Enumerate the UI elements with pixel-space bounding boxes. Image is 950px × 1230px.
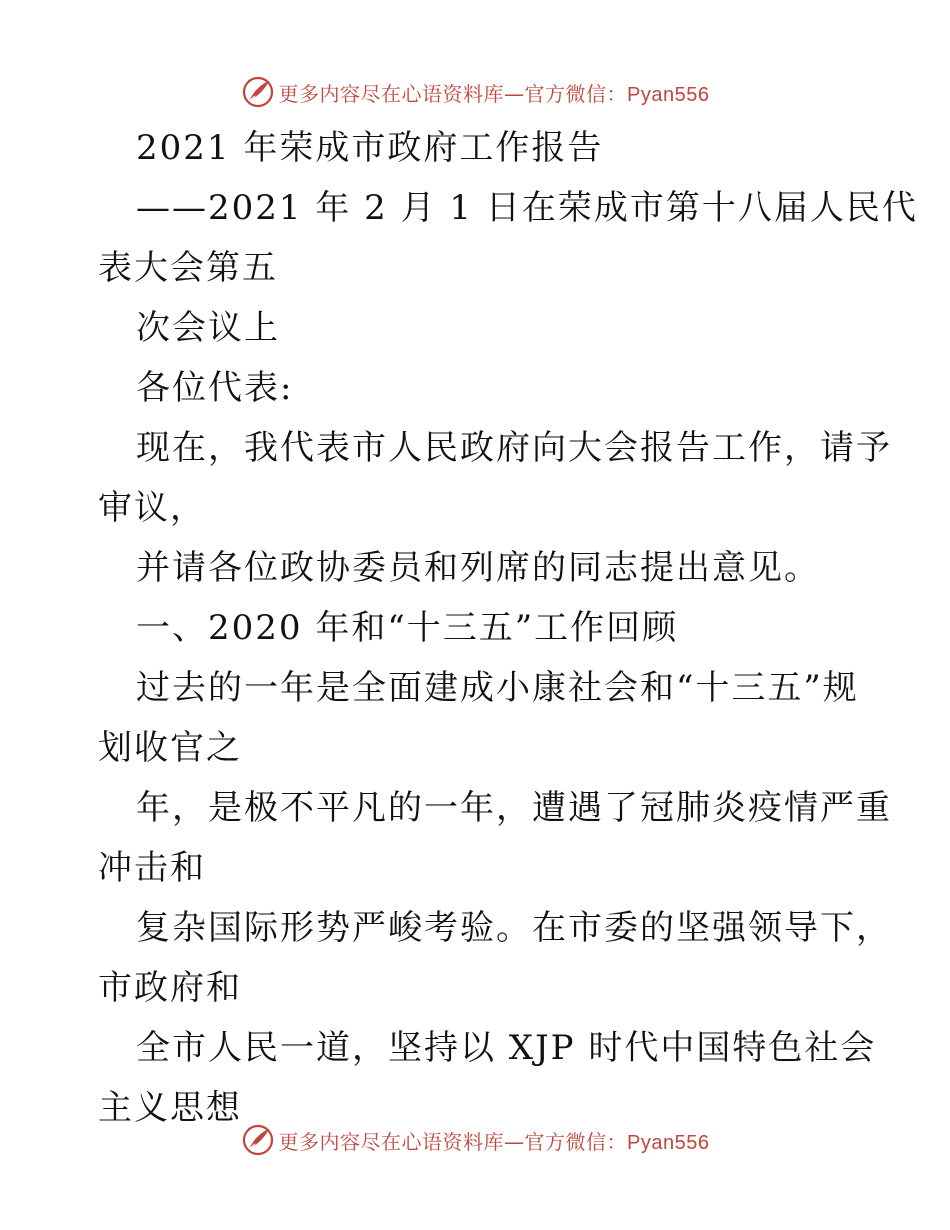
text-line: 主义思想 xyxy=(98,1088,242,1128)
text-line: 全市人民一道，坚持以 XJP 时代中国特色社会 xyxy=(136,1028,877,1068)
text-line: 市政府和 xyxy=(98,968,242,1008)
text-line: 现在，我代表市人民政府向大会报告工作，请予 xyxy=(136,428,892,468)
text-line: 年，是极不平凡的一年，遭遇了冠肺炎疫情严重 xyxy=(136,788,892,828)
text-line: 复杂国际形势严峻考验。在市委的坚强领导下， xyxy=(136,908,892,948)
doc-title: 2021 年荣成市政府工作报告 xyxy=(136,128,604,168)
watermark-id: Pyan556 xyxy=(627,83,710,106)
quill-pen-logo-icon xyxy=(241,1123,275,1157)
watermark-text: 更多内容尽在心语资料库—官方微信：Pyan556 xyxy=(278,1129,710,1154)
section-heading: 一、2020 年和“十三五”工作回顾 xyxy=(136,608,679,648)
salutation: 各位代表: xyxy=(136,368,294,408)
quill-pen-logo-icon xyxy=(241,75,275,109)
text-line: 过去的一年是全面建成小康社会和“十三五”规 xyxy=(136,668,859,708)
text-line: 次会议上 xyxy=(136,308,280,348)
watermark-header xyxy=(0,72,950,112)
watermark-text: 更多内容尽在心语资料库—官方微信：Pyan556 xyxy=(278,81,710,106)
text-line: 审议， xyxy=(98,488,206,528)
text-line: 并请各位政协委员和列席的同志提出意见。 xyxy=(136,548,820,588)
text-line: 冲击和 xyxy=(98,848,206,888)
text-line: 划收官之 xyxy=(98,728,242,768)
watermark-footer xyxy=(0,1120,950,1160)
text-line: 表大会第五 xyxy=(98,248,278,288)
doc-subtitle: ——2021 年 2 月 1 日在荣成市第十八届人民代 xyxy=(136,188,918,228)
watermark-id: Pyan556 xyxy=(627,1131,710,1154)
